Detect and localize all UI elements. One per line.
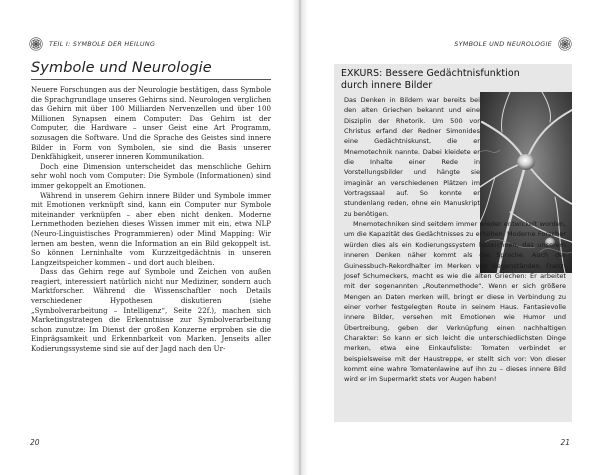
excursus-title-line: durch innere Bilder [341, 79, 433, 91]
left-page [0, 0, 299, 475]
body-text [31, 85, 271, 354]
right-running-head [454, 37, 572, 51]
excursus-wrapped-paragraph: Das Denken in Bildern war bereits bei den alten Griechen bekannt und eine Disziplin der Rhetorik. Um 500 vor Christus erfand der Redner Simonides eine Gedächtniskunst, die er Mnemotechnik nannte. Dabei kleidete er die Inhalte einer Rede in Vorstellungsbilder und hängte sie imaginär an verschiedenen Plätzen im Vortragssaal auf. So konnte er stundenlang reden, ohne ein Manuskript zu benötigen. [344, 96, 480, 218]
right-running-head-text: SYMBOLE UND NEUROLOGIE [454, 40, 552, 48]
paragraph: Doch eine Dimension unterscheidet das menschliche Gehirn sehr wohl noch vom Computer: Die Symbole (Informationen) sind immer gekoppelt an Emotionen. [31, 161, 271, 190]
excursus-body [344, 95, 566, 385]
excursus-title-line: EXKURS: Bessere Gedächtnisfunktion [341, 68, 520, 79]
flower-of-life-icon [29, 37, 43, 51]
left-running-head-text: TEIL I: SYMBOLE DER HEILUNG [49, 40, 156, 48]
left-page-number: 20 [30, 438, 40, 447]
excursus-box [334, 64, 572, 422]
paragraph: Neuere Forschungen aus der Neurologie bestätigen, dass Symbole die Sprachgrundlage unseres Gehirns sind. Neurologen verglichen das Gehirn mit über 100 Milliarden Nervenzellen und über 100 Millionen Synapsen einem Computer: Das Gehirn ist der Computer, die Hardware – unser Geist eine Art Programm, sozusagen die Software. Und die Sprache des Geistes sind innere Bilder in Form von Symbolen, sie sind die Basis unserer Denkfähigkeit, unserer inneren Kommunikation. [31, 85, 271, 162]
left-running-head [29, 37, 155, 51]
excursus-title [341, 68, 571, 91]
flower-of-life-icon [558, 37, 572, 51]
paragraph: Während in unserem Gehirn innere Bilder und Symbole immer mit Emotionen verknüpft sind, kann ein Computer nur Symbole miteinander verknüpfen – aber eben nicht denken. Moderne Lernmethoden beziehen dieses Wissen immer mit ein, etwa NLP (Neuro-Linguistisches Programmieren) oder Mind Mapping: Wir lernen am besten, wenn die Information an ein Bild gekoppelt ist. So können Lerninhalte vom Kurzzeitgedächtnis in unseren Langzeitspeicher kommen – und dort auch bleiben. [31, 190, 271, 267]
book-gutter [292, 0, 308, 475]
right-page-number: 21 [560, 438, 570, 447]
excursus-paragraph: Mnemotechniken sind seitdem immer wieder entwickelt worden, um die Kapazität des Gedächtnisses zu erhöhen. Moderne Forscher würden dies als ein Kodierungssystem bezeichnen, das unserem inneren Denken näher kommt als die Sprache. Auch der Guinessbuch-Rekordhalter im Merken von Gegenständen, Franz-Josef Schumeckers, macht es wie die alten Griechen: Er arbeitet mit der sogenannten „Routenmethode“. Wenn er sich größere Mengen an Daten merken will, bringt er diese in Verbindung zu einer vorher festgelegten Route in seinem Haus. Fantasievolle innere Bilder, versehen mit Emotionen wie Humor und Übertreibung, geben der Verknüpfung einen nachhaltigen Charakter: So kann er sich leicht die unterschiedlichsten Dinge merken, etwa eine Einkaufsliste: Tomaten verbindet er beispielsweise mit der Haustreppe, er stellt sich vor: Von dieser kommt eine wahre Tomatenlawine auf ihn zu – dieses innere Bild wird er im Supermarkt stets vor Augen haben! [344, 220, 566, 384]
chapter-title: Symbole und Neurologie [31, 60, 271, 80]
paragraph: Dass das Gehirn rege auf Symbole und Zeichen von außen reagiert, interessiert natürlich nicht nur Mediziner, sondern auch Marktforscher. Während die Wissenschaftler noch Details verschiedener Hypothesen diskutieren (siehe „Symbolverarbeitung – Intelligenz“, Seite 22f.), machen sich Marketingstrategen die Erkenntnisse zur Symbolverarbeitung schon zunutze: Im Dienst der großen Konzerne erproben sie die Einprägsamkeit und Erkennbarkeit von Marken. Jenseits aller Kodierungssysteme sind sie auf der Jagd nach den Ur- [31, 267, 271, 354]
